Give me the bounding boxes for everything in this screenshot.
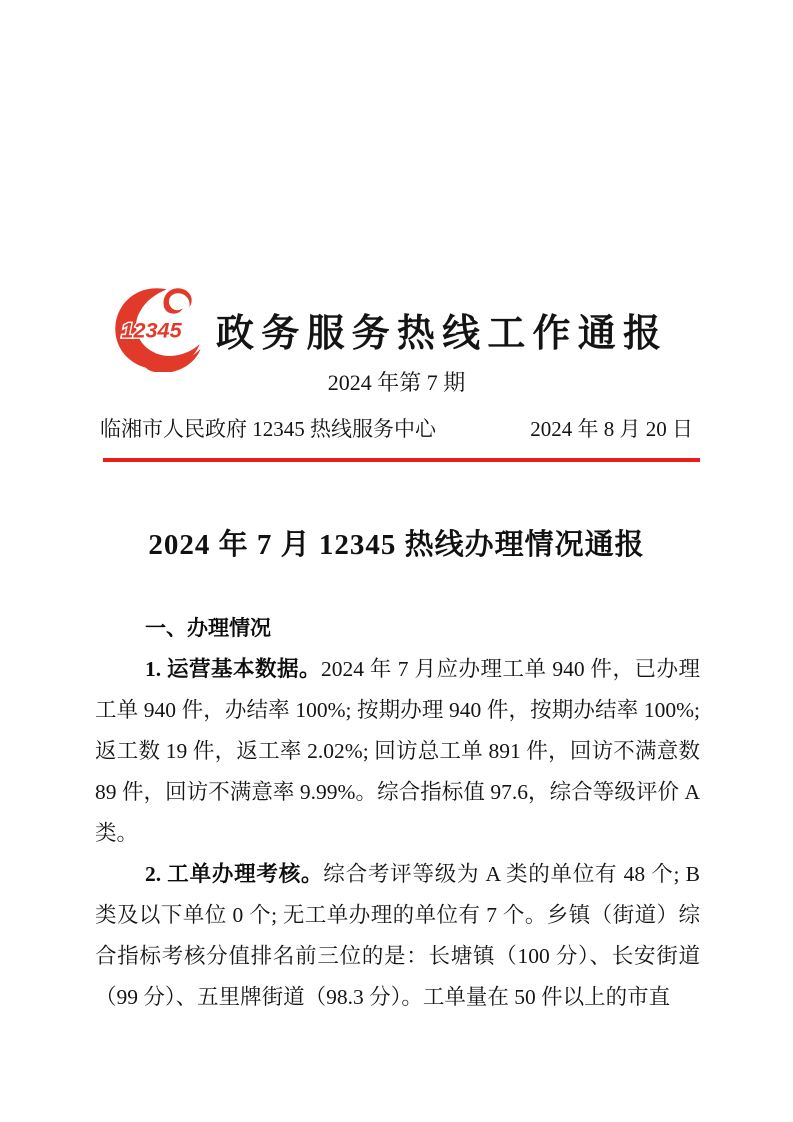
logo-number-text: 12345 <box>121 317 182 343</box>
hotline-12345-logo-icon <box>112 286 210 372</box>
logo-top-spiral-shape <box>164 288 192 313</box>
red-divider-rule <box>103 458 700 462</box>
paragraph-ticket-assessment <box>95 854 700 1018</box>
issuer-name: 临湘市人民政府 12345 热线服务中心 <box>100 417 436 441</box>
paragraph-operational-data <box>95 649 700 854</box>
masthead-title: 政务服务热线工作通报 <box>216 312 669 355</box>
paragraph-2-lead: 2. 工单办理考核。 <box>145 862 324 886</box>
paragraph-1-text: 2024 年 7 月应办理工单 940 件，已办理工单 940 件，办结率 100%; 按期办理 940 件，按期办结率 100%; 返工数 19 件，返工率 2.02%; 回访总工单 891 件，回访不满意数 89 件，回访不满意率 9.99%。综合指标值 97.6，综合等级评价 A 类。 <box>95 657 700 845</box>
section-heading-1: 一、办理情况 <box>145 616 271 640</box>
masthead <box>112 285 703 373</box>
document-body <box>95 608 700 1018</box>
issuer-row <box>100 413 693 445</box>
document-title: 2024 年 7 月 12345 热线办理情况通报 <box>148 529 645 561</box>
issue-number-line: 2024 年第 7 期 <box>327 370 466 395</box>
issue-date: 2024 年 8 月 20 日 <box>530 417 693 441</box>
paragraph-1-lead: 1. 运营基本数据。 <box>145 657 322 681</box>
paragraph-2-text: 综合考评等级为 A 类的单位有 48 个; B 类及以下单位 0 个; 无工单办理的单位有 7 个。乡镇（街道）综合指标考核分值排名前三位的是：长塘镇（100 分）、长安街道（99 分）、五里牌街道（98.3 分）。工单量在 50 件以上的市直 <box>95 862 700 1009</box>
